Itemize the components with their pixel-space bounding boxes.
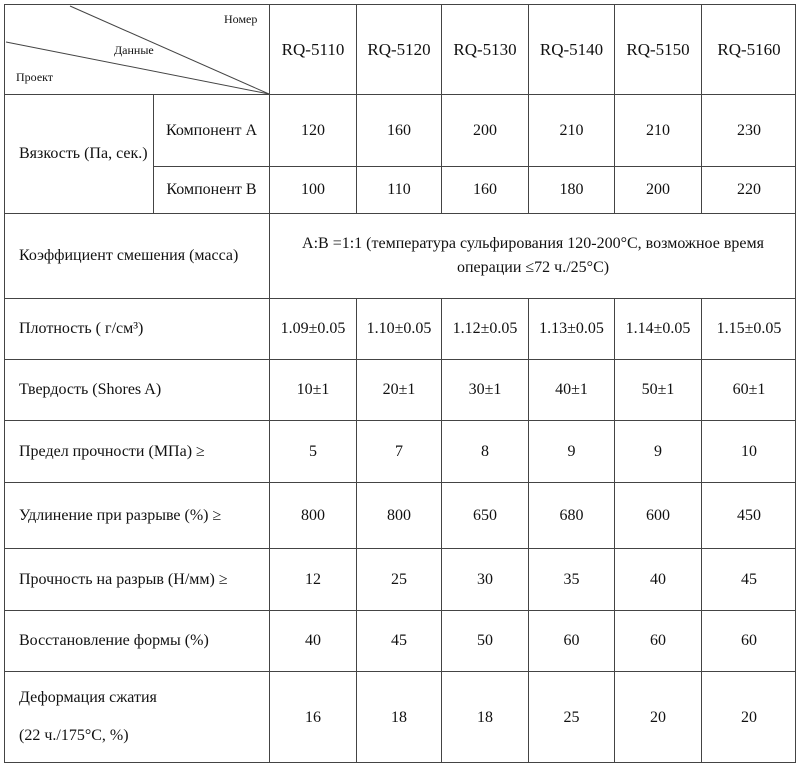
tear-label: Прочность на разрыв (Н/мм) ≥ [19,570,228,588]
header-data-label: Данные [114,43,154,57]
table-cell: 200 [473,121,497,139]
table-cell: 30 [477,570,493,588]
table-cell: 1.15±0.05 [716,320,782,337]
table-cell: 20 [741,708,757,726]
table-cell: 35 [563,570,580,588]
mixing-label: Коэффициент смешения (масса) [19,247,239,264]
table-cell: 40 [305,632,321,649]
table-cell: 210 [559,121,584,139]
component-a-label: Компонент А [165,121,258,139]
table-cell: 20 [650,708,666,726]
table-cell: 450 [737,506,761,524]
table-cell: 9 [567,442,576,460]
table-cell: 18 [391,708,407,726]
mixing-value: A:B =1:1 (температура сульфирования 120-200°C, возможное время операции ≤72 ч./25°C) [302,235,764,276]
table-cell: 650 [473,506,497,524]
elongation-label: Удлинение при разрыве (%) ≥ [19,506,222,524]
table-cell: 8 [481,442,489,460]
model-header: RQ-5140 [539,39,604,59]
recovery-label: Восстановление формы (%) [19,632,209,649]
table-cell: 10 [741,442,757,460]
model-header: RQ-5160 [717,39,781,59]
compression-label [5,672,269,763]
model-header: RQ-5120 [367,39,431,59]
table-cell: 9 [654,442,662,460]
table-cell: 25 [391,570,407,588]
table-cell: 20±1 [382,381,416,398]
table-cell: 45 [391,632,407,649]
table-cell: 800 [301,506,325,524]
table-cell: 220 [737,181,761,198]
model-header: RQ-5110 [281,39,345,59]
table-cell: 210 [646,121,670,139]
model-header: RQ-5150 [626,39,690,59]
table-cell: 800 [387,506,411,524]
table-cell: 600 [646,506,670,524]
table-cell: 5 [309,442,317,460]
table-cell: 1.13±0.05 [539,320,604,337]
component-b-label: Компонент В [166,181,257,198]
table-cell: 30±1 [468,381,502,398]
tensile-label: Предел прочности (МПа) ≥ [19,442,205,460]
table-cell: 60 [563,632,580,649]
table-cell: 10±1 [296,381,330,398]
density-label: Плотность ( г/см³) [19,320,144,337]
table-cell: 60±1 [732,381,766,398]
table-cell: 1.09±0.05 [280,320,346,337]
table-cell: 120 [301,121,325,139]
compression-label-line1: Деформация сжатия [19,689,157,706]
table-cell: 1.14±0.05 [625,320,691,337]
table-cell: 16 [305,708,321,726]
table-cell: 45 [741,570,757,588]
table-cell: 1.12±0.05 [452,320,518,337]
table-cell: 180 [559,181,584,198]
model-header: RQ-5130 [453,39,517,59]
table-cell: 25 [563,708,580,726]
table-cell: 100 [301,181,325,198]
header-project-label: Проект [16,70,54,84]
table-cell: 1.10±0.05 [366,320,432,337]
table-cell: 7 [395,442,403,460]
table-cell: 18 [477,708,493,726]
hardness-label: Твердость (Shores A) [19,381,162,398]
table-cell: 200 [646,181,670,198]
viscosity-label: Вязкость (Па, сек.) [19,145,148,162]
table-cell: 60 [650,632,666,649]
table-cell: 60 [741,632,757,649]
table-cell: 110 [387,181,411,198]
table-cell: 12 [305,570,321,588]
compression-label-line2: (22 ч./175°C, %) [19,727,129,744]
header-number-label: Номер [224,12,258,26]
table-cell: 50 [477,632,493,649]
table-cell: 50±1 [641,381,675,398]
table-cell: 160 [387,121,411,139]
table-cell: 40±1 [555,381,588,398]
table-cell: 680 [559,506,584,524]
table-cell: 160 [473,181,497,198]
table-cell: 230 [737,121,761,139]
table-cell: 40 [650,570,666,588]
